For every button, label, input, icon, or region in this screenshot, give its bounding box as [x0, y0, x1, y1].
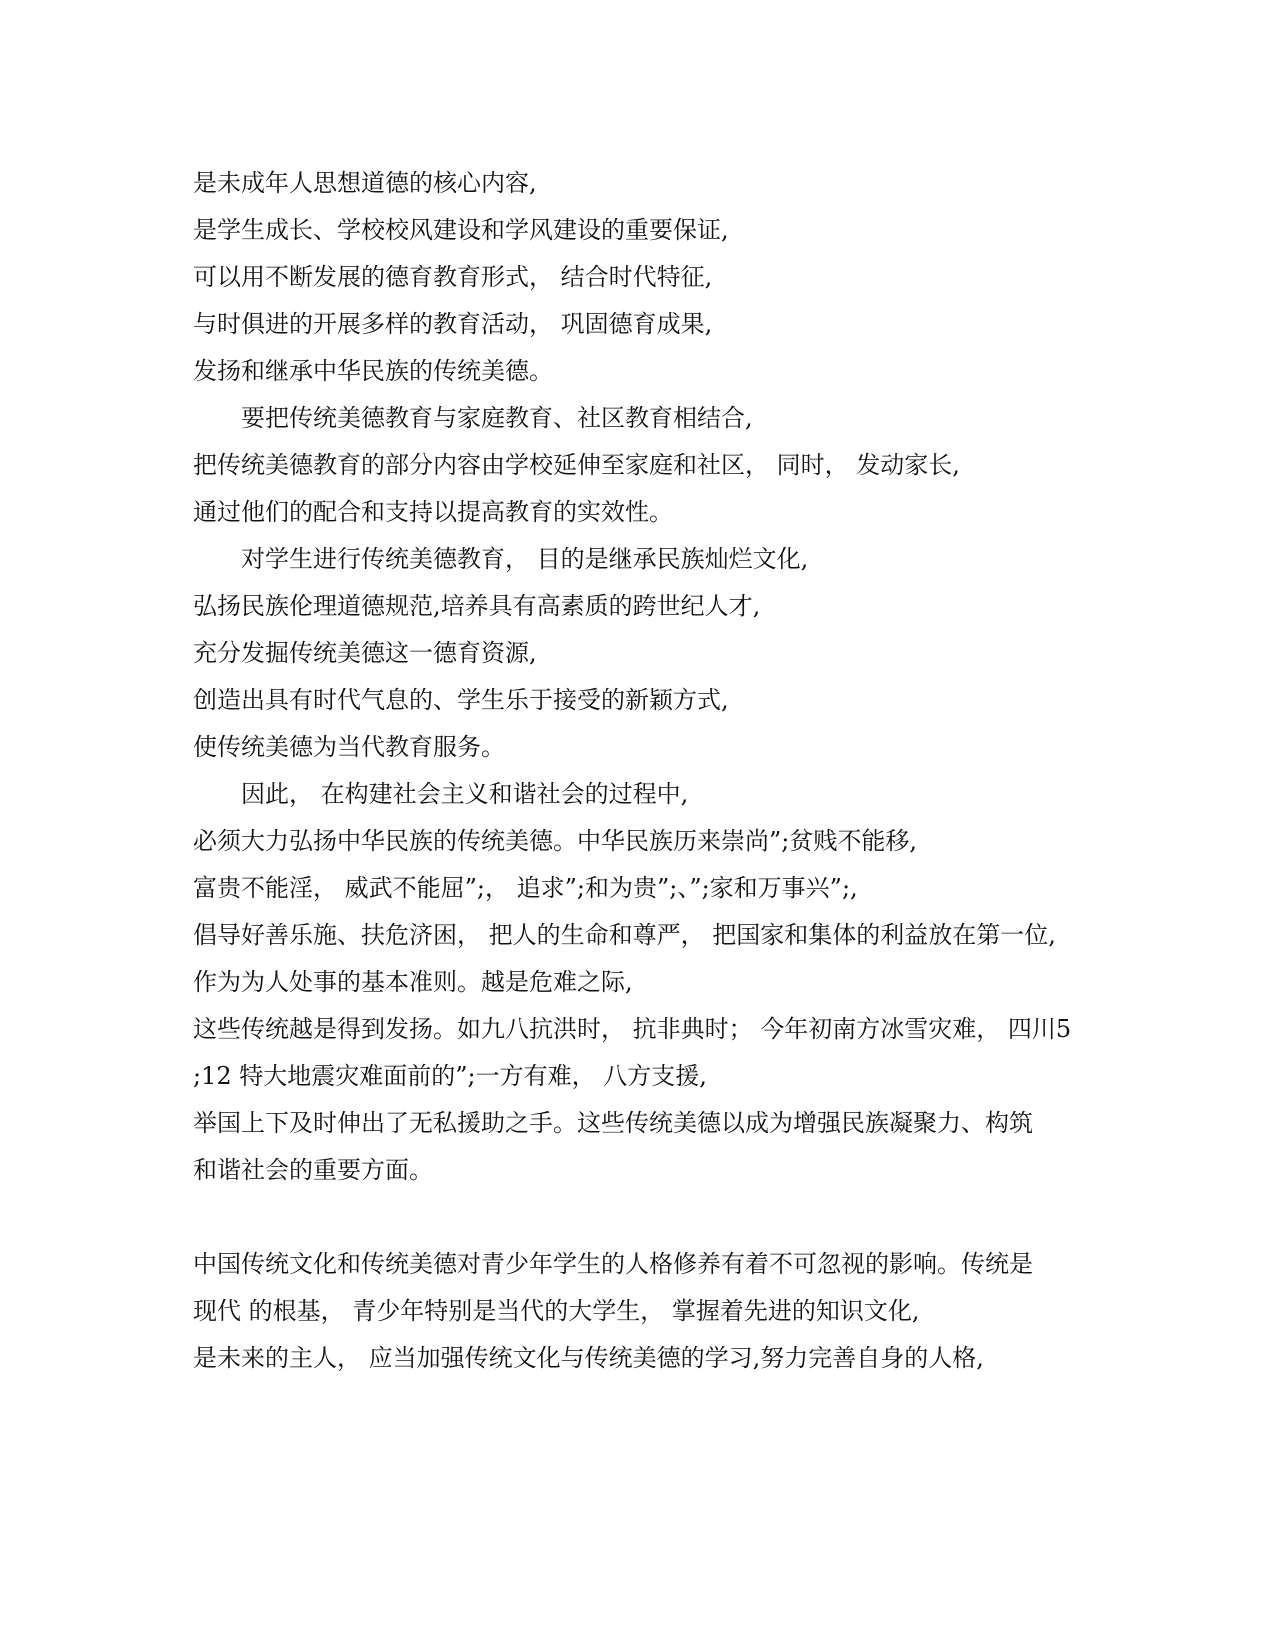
text-line: 创造出具有时代气息的、学生乐于接受的新颖方式,	[193, 686, 729, 714]
text-line: 举国上下及时伸出了无私援助之手。这些传统美德以成为增强民族凝聚力、构筑	[193, 1109, 1033, 1137]
text-line: 是未成年人思想道德的核心内容,	[193, 169, 537, 197]
text-line: 充分发掘传统美德这一德育资源,	[193, 639, 537, 667]
text-line: 与时俱进的开展多样的教育活动， 巩固德育成果,	[193, 310, 713, 338]
text-line: 倡导好善乐施、扶危济困， 把人的生命和尊严， 把国家和集体的利益放在第一位,	[193, 921, 1056, 949]
text-line: 是未来的主人， 应当加强传统文化与传统美德的学习,努力完善自身的人格,	[193, 1344, 984, 1372]
text-line: 现代 的根基， 青少年特别是当代的大学生， 掌握着先进的知识文化,	[193, 1297, 920, 1325]
text-line: 通过他们的配合和支持以提高教育的实效性。	[193, 498, 673, 526]
text-line: 可以用不断发展的德育教育形式， 结合时代特征,	[193, 263, 713, 291]
paragraph-start-line: 因此， 在构建社会主义和谐社会的过程中,	[241, 780, 689, 808]
text-line: 使传统美德为当代教育服务。	[193, 733, 505, 761]
document-body	[193, 160, 1093, 1382]
text-line: 这些传统越是得到发扬。如九八抗洪时， 抗非典时； 今年初南方冰雪灾难， 四川5	[193, 1015, 1072, 1043]
text-line: 富贵不能淫， 威武不能屈”;， 追求”;和为贵”;、”;家和万事兴”;,	[193, 874, 858, 902]
text-line: 作为为人处事的基本准则。越是危难之际,	[193, 968, 633, 996]
text-line: 发扬和继承中华民族的传统美德。	[193, 357, 553, 385]
text-line: ;12 特大地震灾难面前的”;一方有难， 八方支援,	[193, 1062, 707, 1090]
text-line: 是学生成长、学校校风建设和学风建设的重要保证,	[193, 216, 729, 244]
text-line: 和谐社会的重要方面。	[193, 1156, 433, 1184]
paragraph-start-line: 对学生进行传统美德教育， 目的是继承民族灿烂文化,	[241, 545, 809, 573]
text-line: 中国传统文化和传统美德对青少年学生的人格修养有着不可忽视的影响。传统是	[193, 1250, 1033, 1278]
text-line: 必须大力弘扬中华民族的传统美德。中华民族历来崇尚”;贫贱不能移,	[193, 827, 917, 855]
text-line: 弘扬民族伦理道德规范,培养具有高素质的跨世纪人才,	[193, 592, 761, 620]
paragraph-start-line: 要把传统美德教育与家庭教育、社区教育相结合,	[241, 404, 753, 432]
paragraph-gap	[193, 1194, 1093, 1241]
text-line: 把传统美德教育的部分内容由学校延伸至家庭和社区， 同时， 发动家长,	[193, 451, 960, 479]
